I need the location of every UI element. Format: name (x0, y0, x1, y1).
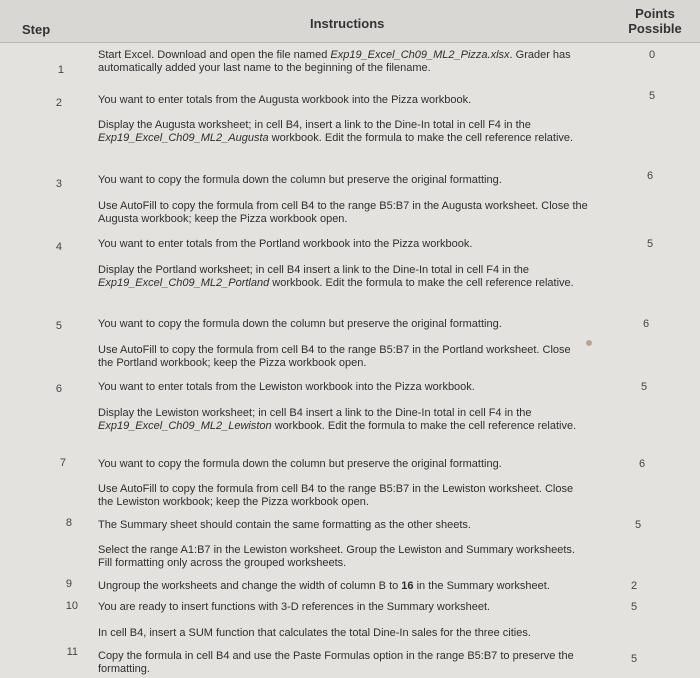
instruction-lead: Copy the formula in cell B4 and use the Paste Formulas option in the range B5:B7 to preserve the formatting. (98, 650, 574, 675)
points-value: 6 (642, 318, 650, 330)
points-value: 5 (646, 238, 654, 250)
instruction-lead: You want to enter totals from the Augusta workbook into the Pizza workbook. (98, 94, 472, 106)
header-points-line2: Possible (628, 21, 682, 36)
points-value: 6 (646, 170, 654, 182)
instruction-detail: Display the Portland worksheet; in cell B4 insert a link to the Dine-In total in cell F4 in the Exp19_Excel_Ch09_ML2_Portland workbook. Edit the formula to make the cell reference relative. (98, 264, 574, 289)
points-value: 6 (638, 458, 646, 470)
instruction-lead: Ungroup the worksheets and change the width of column B to 16 in the Summary worksheet. (98, 580, 550, 592)
points-value: 5 (630, 601, 638, 613)
header-step: Step (22, 22, 51, 37)
instruction-text: Start Excel. Download and open the file named Exp19_Excel_Ch09_ML2_Pizza.xlsx. Grader has automatically added your last name to the beginning of the filename. (98, 49, 571, 74)
step-number: 4 (55, 241, 62, 253)
step-number: 2 (55, 97, 62, 109)
step-number: 7 (59, 457, 66, 469)
table-header (0, 0, 700, 43)
points-value: 2 (630, 580, 638, 592)
instruction-lead: You want to enter totals from the Portland workbook into the Pizza workbook. (98, 238, 473, 250)
instruction-detail: Display the Augusta worksheet; in cell B4, insert a link to the Dine-In total in cell F4 in the Exp19_Excel_Ch09_ML2_Augusta workbook. Edit the formula to make the cell reference relative. (98, 119, 574, 144)
points-value: 5 (630, 653, 638, 665)
points-value: 5 (648, 90, 656, 102)
step-number: 8 (65, 517, 72, 529)
instruction-lead: The Summary sheet should contain the same formatting as the other sheets. (98, 519, 471, 531)
instruction-lead: You are ready to insert functions with 3-D references in the Summary worksheet. (98, 601, 491, 613)
instruction-detail: In cell B4, insert a SUM function that calculates the total Dine-In sales for the three cities. (98, 627, 531, 639)
instruction-detail: Use AutoFill to copy the formula from cell B4 to the range B5:B7 in the Portland worksheet. Close the Portland workbook; keep the Pizza workbook open. (98, 344, 571, 369)
step-number: 6 (55, 383, 62, 395)
instruction-detail: Use AutoFill to copy the formula from cell B4 to the range B5:B7 in the Augusta worksheet. Close the Augusta workbook; keep the Pizza workbook open. (98, 200, 588, 225)
instruction-detail: Use AutoFill to copy the formula from cell B4 to the range B5:B7 in the Lewiston worksheet. Close the Lewiston workbook; keep the Pizza workbook open. (98, 483, 574, 508)
step-number: 9 (65, 578, 72, 590)
instruction-lead: You want to copy the formula down the column but preserve the original formatting. (98, 458, 502, 470)
points-value: 5 (640, 381, 648, 393)
decorative-dot (586, 340, 592, 346)
instruction-lead: You want to copy the formula down the column but preserve the original formatting. (98, 318, 502, 330)
header-points-possible (620, 6, 690, 36)
instruction-lead: You want to enter totals from the Lewiston workbook into the Pizza workbook. (98, 381, 475, 393)
step-number: 3 (55, 178, 62, 190)
header-instructions: Instructions (310, 16, 385, 31)
instructions-table-body (0, 43, 700, 678)
instruction-detail: Select the range A1:B7 in the Lewiston worksheet. Group the Lewiston and Summary worksheets. Fill formatting only across the grouped worksheets. (98, 544, 575, 569)
header-points-line1: Points (635, 6, 675, 21)
step-number: 11 (66, 646, 78, 658)
instruction-lead: You want to copy the formula down the column but preserve the original formatting. (98, 174, 502, 186)
step-number: 10 (65, 600, 78, 612)
instruction-detail: Display the Lewiston worksheet; in cell B4 insert a link to the Dine-In total in cell F4 in the Exp19_Excel_Ch09_ML2_Lewiston workbook. Edit the formula to make the cell reference relative. (98, 407, 577, 432)
step-number: 1 (57, 64, 64, 76)
step-number: 5 (55, 320, 62, 332)
points-value: 0 (648, 49, 656, 61)
points-value: 5 (634, 519, 642, 531)
